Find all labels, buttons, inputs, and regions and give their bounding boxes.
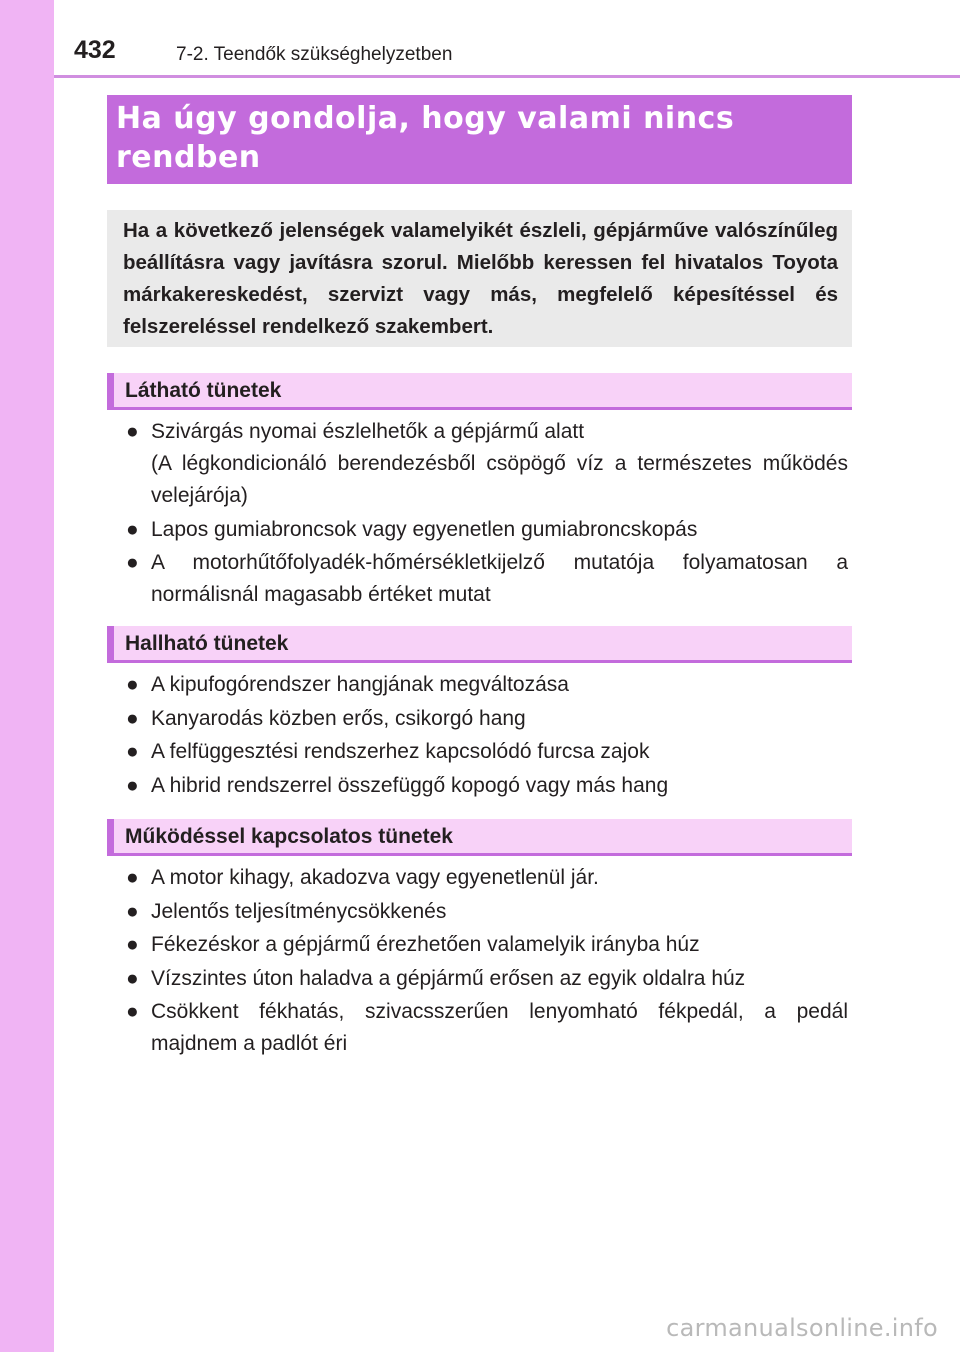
list-item-text: A motor kihagy, akadozva vagy egyenetlenül jár. <box>151 866 599 889</box>
page-header <box>54 0 960 78</box>
list-item-text: Jelentős teljesítménycsökkenés <box>151 899 447 923</box>
bullet-icon: ● <box>126 773 139 797</box>
list-item <box>126 929 848 961</box>
subhead-label: Hallható tünetek <box>125 632 289 655</box>
bullet-icon: ● <box>126 420 139 443</box>
side-strip <box>0 0 54 1352</box>
list-item-text: Csökkent fékhatás, szivacsszerűen lenyomható fékpedál, a pedál majdnem a padlót éri <box>151 1000 848 1055</box>
page-title <box>116 99 842 177</box>
list-item <box>126 896 848 928</box>
list-item-text: A felfüggesztési rendszerhez kapcsolódó furcsa zajok <box>151 740 650 763</box>
title-box <box>107 95 852 184</box>
list-item-text: Fékezéskor a gépjármű érezhetően valamelyik irányba húz <box>151 933 700 956</box>
page-title-line2: rendben <box>116 140 261 175</box>
bullet-icon: ● <box>126 1000 139 1023</box>
list-item <box>126 514 848 546</box>
list-item-text: A kipufogórendszer hangjának megváltozása <box>151 673 569 696</box>
bullet-icon: ● <box>126 866 139 889</box>
list-item-text: Kanyarodás közben erős, csikorgó hang <box>151 706 526 730</box>
list-operational-symptoms <box>126 862 848 1062</box>
list-item-text: Lapos gumiabroncsok vagy egyenetlen gumiabroncskopás <box>151 517 698 541</box>
list-item <box>126 703 848 735</box>
list-item-note: (A légkondicionáló berendezésből csöpögő víz a természetes működés velejárója) <box>151 452 848 507</box>
list-item <box>126 669 848 701</box>
subhead-visible-symptoms <box>107 373 852 410</box>
section-label: 7-2. Teendők szükséghelyzetben <box>176 44 453 65</box>
list-item <box>126 862 848 894</box>
bullet-icon: ● <box>126 966 139 990</box>
page-number: 432 <box>74 36 116 64</box>
bullet-icon: ● <box>126 673 139 696</box>
list-item <box>126 416 848 512</box>
header-rule <box>54 75 960 78</box>
list-item <box>126 736 848 768</box>
list-item <box>126 770 848 802</box>
list-item <box>126 963 848 995</box>
subhead-label: Működéssel kapcsolatos tünetek <box>125 825 453 848</box>
bullet-icon: ● <box>126 551 139 574</box>
list-item <box>126 996 848 1060</box>
list-item-text: Szivárgás nyomai észlelhetők a gépjármű alatt <box>151 420 585 443</box>
watermark: carmanualsonline.info <box>666 1314 938 1342</box>
list-item-text: Vízszintes úton haladva a gépjármű erősen az egyik oldalra húz <box>151 966 746 990</box>
intro-box <box>107 210 852 347</box>
subhead-operational-symptoms <box>107 819 852 856</box>
bullet-icon: ● <box>126 899 139 923</box>
page-title-line1: Ha úgy gondolja, hogy valami nincs <box>116 101 735 136</box>
bullet-icon: ● <box>126 517 139 541</box>
intro-text: Ha a következő jelenségek valamelyikét észleli, gépjárműve valószínűleg beállításra vagy javításra szorul. Mielőbb keressen fel hivatalos Toyota márkakereskedést, szervizt vagy más, megfelelő képesítéssel és felszereléssel rendelkező szakembert. <box>123 219 838 338</box>
bullet-icon: ● <box>126 933 139 956</box>
list-item-text: A hibrid rendszerrel összefüggő kopogó vagy más hang <box>151 773 669 797</box>
bullet-icon: ● <box>126 706 139 730</box>
list-visible-symptoms <box>126 416 848 613</box>
list-item-text: A motorhűtőfolyadék-hőmérsékletkijelző mutatója folyamatosan a normálisnál magasabb értéket mutat <box>151 551 848 606</box>
subhead-label: Látható tünetek <box>125 379 282 402</box>
list-audible-symptoms <box>126 669 848 803</box>
subhead-audible-symptoms <box>107 626 852 663</box>
list-item <box>126 547 848 611</box>
bullet-icon: ● <box>126 740 139 763</box>
